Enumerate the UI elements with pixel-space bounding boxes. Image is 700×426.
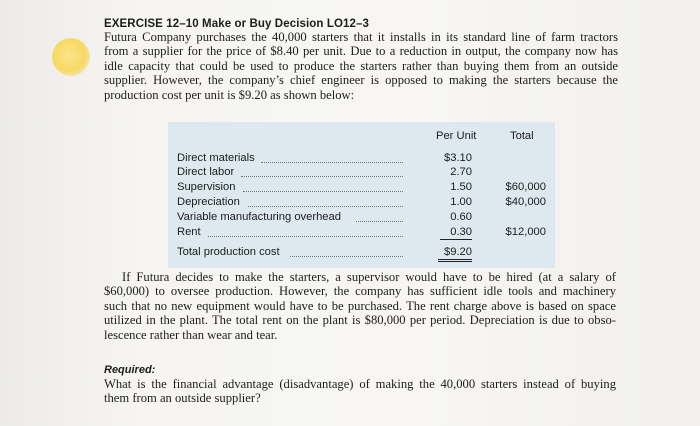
intro-paragraph — [104, 30, 618, 102]
total-value: $40,000 — [505, 196, 546, 208]
leader-dots — [243, 181, 403, 192]
total-per-unit-value: $9.20 — [438, 246, 472, 262]
per-unit-header: Per Unit — [436, 130, 477, 142]
leader-dots — [290, 246, 403, 257]
per-unit-value: 2.70 — [450, 166, 472, 178]
required-label: Required: — [104, 364, 156, 376]
question-paragraph — [104, 377, 616, 406]
question-line: them from an outside supplier? — [104, 391, 261, 406]
row-label: Rent — [177, 226, 201, 238]
intro-line: production cost per unit is $9.20 as shown below: — [104, 87, 355, 102]
intro-line: Futura Company purchases the 40,000 starters that it installs in its standard line of farm tractors — [104, 30, 618, 44]
per-unit-value: 0.30 — [440, 226, 472, 240]
leader-dots — [241, 166, 403, 177]
question-line: What is the financial advantage (disadvantage) of making the 40,000 starters instead of buying — [104, 377, 616, 391]
total-row-label: Total production cost — [177, 246, 280, 258]
followup-line: lescence rather than wear and tear. — [104, 327, 278, 342]
followup-line: such that no new equipment would have to be purchased. The rent charge above is based on space — [104, 298, 616, 313]
total-value: $12,000 — [505, 226, 546, 238]
total-header: Total — [510, 130, 534, 142]
row-label: Depreciation — [177, 196, 240, 208]
leader-dots — [261, 152, 403, 163]
highlighter-mark — [52, 38, 90, 76]
per-unit-value: 1.50 — [450, 181, 472, 193]
total-value: $60,000 — [505, 181, 546, 193]
followup-line: $60,000) to oversee production. However, the company has sufficient idle tools and machinery — [104, 284, 616, 299]
row-label: Direct materials — [177, 152, 255, 164]
followup-line: If Futura decides to make the starters, a supervisor would have to be hired (at a salary of — [122, 270, 616, 284]
per-unit-value: 1.00 — [450, 196, 472, 208]
leader-dots — [248, 196, 403, 207]
exercise-heading: EXERCISE 12–10 Make or Buy Decision LO12–3 — [104, 18, 369, 30]
followup-paragraph — [104, 270, 616, 342]
followup-line: utilized in the plant. The total rent on the plant is $80,000 per period. Depreciation is due to obso- — [104, 313, 616, 328]
leader-dots — [356, 211, 403, 222]
per-unit-value: 0.60 — [450, 211, 472, 223]
row-label: Supervision — [177, 181, 236, 193]
leader-dots — [208, 226, 403, 237]
intro-line: idle capacity that could be used to produce the starters rather than buying them from an outside — [104, 58, 618, 73]
per-unit-value: $3.10 — [444, 152, 472, 164]
intro-line: from a supplier for the price of $8.40 per unit. Due to a reduction in output, the company now has — [104, 44, 618, 59]
row-label: Direct labor — [177, 166, 235, 178]
row-label: Variable manufacturing overhead — [177, 211, 341, 223]
intro-line: supplier. However, the company’s chief engineer is opposed to making the starters because the — [104, 73, 618, 88]
